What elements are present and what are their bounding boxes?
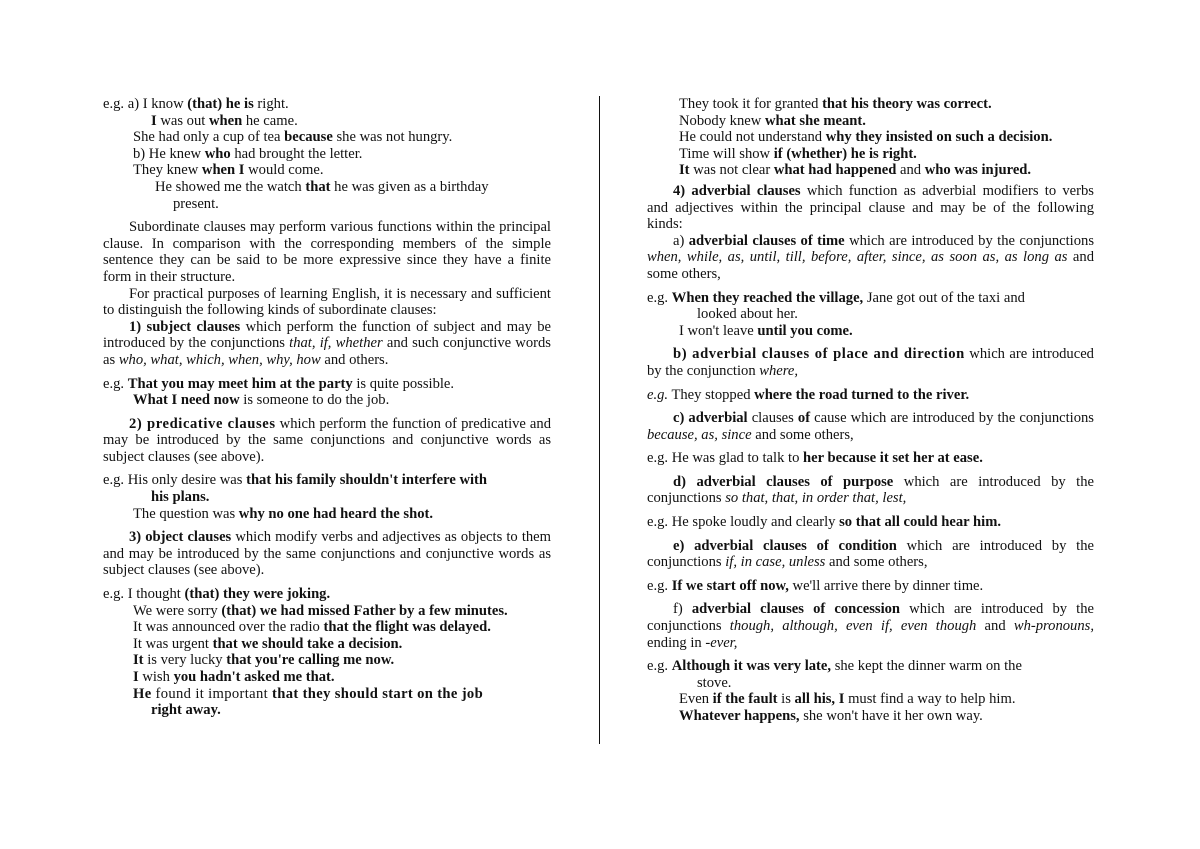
text-run: He <box>133 685 152 702</box>
text-run: It <box>679 162 690 179</box>
text-run: Even <box>679 691 713 708</box>
text-run: f) <box>673 601 692 618</box>
text-run: his plans. <box>151 489 210 506</box>
text-run: ending in <box>647 634 706 651</box>
text-run: which are introduced by the conjunctions <box>647 473 1094 507</box>
text-run: e.g. a) I know <box>103 96 188 112</box>
text-run: that his family shouldn't interfere with <box>246 472 488 489</box>
text-run: e.g. <box>647 577 672 594</box>
text-line <box>647 708 1094 725</box>
example-block-10 <box>647 658 1094 724</box>
purpose-clauses-definition <box>647 474 1094 507</box>
text-line <box>103 162 551 179</box>
text-run: and such conjunctive words as <box>103 335 551 368</box>
text-run: why no one had heard the shot. <box>238 505 434 522</box>
text-line <box>647 113 1094 130</box>
text-run: e.g. <box>647 289 672 306</box>
text-line <box>103 129 551 146</box>
text-line <box>103 652 551 669</box>
text-run: She had only a cup of tea <box>133 129 285 146</box>
column-divider <box>599 96 600 744</box>
text-run: c) adverbial <box>673 410 748 427</box>
text-line <box>647 658 1094 675</box>
text-run: because <box>284 129 333 146</box>
spacer <box>647 571 1094 578</box>
left-column <box>103 96 551 719</box>
text-run: d) adverbial clauses of purpose <box>673 473 894 490</box>
text-line <box>103 669 551 686</box>
text-run: she kept the dinner warm on the <box>831 658 1022 675</box>
text-run: he came. <box>242 112 298 129</box>
cause-clauses-definition <box>647 410 1094 443</box>
time-clauses-definition <box>647 233 1094 283</box>
text-run: that the flight was delayed. <box>323 619 491 636</box>
text-line <box>647 162 1094 179</box>
text-run: until you come. <box>757 322 853 339</box>
subject-clauses-definition <box>103 319 551 369</box>
spacer <box>103 465 551 472</box>
text-run: who <box>204 145 231 162</box>
text-run: e.g. He was glad to talk to <box>647 450 804 467</box>
text-run: would come. <box>244 162 324 179</box>
text-run: who, what, which, when, why, how <box>118 351 321 368</box>
example-block-2 <box>103 376 551 409</box>
text-run: Time will show <box>679 145 774 162</box>
text-run: is someone to do the job. <box>239 392 390 409</box>
example-block-8 <box>647 514 1094 531</box>
concession-clauses-definition <box>647 601 1094 651</box>
spacer <box>647 283 1094 290</box>
text-run: wish <box>138 669 174 685</box>
text-line <box>647 306 1094 323</box>
text-run: what had happened <box>773 162 897 179</box>
text-run: When they reached the village, <box>671 289 864 306</box>
text-run: that <box>305 178 331 195</box>
text-run: e.g. <box>647 658 672 675</box>
text-line <box>103 489 551 506</box>
text-run: was out <box>156 112 209 129</box>
text-run: which are introduced by the conjunction <box>647 346 1094 379</box>
text-run: which are introduced by the conjunctions <box>844 232 1094 249</box>
text-line <box>103 619 551 636</box>
text-run: is very lucky <box>143 652 227 669</box>
text-run: That you may meet him at the party <box>127 375 353 392</box>
spacer <box>647 531 1094 538</box>
text-run: It was urgent <box>133 635 213 652</box>
text-run: e.g. His only desire was <box>103 472 247 489</box>
text-run: where, <box>759 362 799 379</box>
text-run: They knew <box>133 162 202 179</box>
text-run: e.g. <box>647 386 669 403</box>
text-run: 3) object clauses <box>129 529 232 546</box>
text-run: -ever, <box>705 634 738 651</box>
text-line <box>103 376 551 393</box>
text-run: her because it set her at ease. <box>803 450 983 467</box>
adverbial-clauses-definition <box>647 183 1094 233</box>
spacer <box>647 339 1094 346</box>
text-run: It <box>133 652 144 669</box>
text-run: e.g. <box>103 375 128 392</box>
text-run: I <box>133 669 139 685</box>
text-run: though, although, even if, even though <box>729 618 977 635</box>
text-run: she was not hungry. <box>332 129 453 146</box>
text-run: is quite possible. <box>352 375 455 392</box>
text-run: b) adverbial clauses of place and direction <box>673 346 965 363</box>
text-run: 4) adverbial clauses <box>673 182 801 199</box>
paragraph-practical-purposes: For practical purposes of learning English, it is necessary and sufficient to distinguish the following kinds of subordinate clauses: <box>103 285 551 319</box>
example-block-5 <box>647 290 1094 340</box>
example-block-3 <box>103 472 551 522</box>
example-block-7 <box>647 450 1094 467</box>
text-line <box>103 636 551 653</box>
spacer <box>647 594 1094 601</box>
text-line <box>103 392 551 409</box>
text-run: why they insisted on such a decision. <box>825 129 1053 146</box>
text-line <box>103 686 551 703</box>
spacer <box>647 380 1094 387</box>
text-line <box>647 146 1094 163</box>
text-run: that they should start on the job <box>272 685 484 702</box>
spacer <box>647 651 1094 658</box>
text-line <box>647 290 1094 307</box>
text-line <box>103 179 551 196</box>
text-run: was not clear <box>689 162 774 179</box>
text-run: They took it for granted <box>679 96 823 112</box>
text-run: if the fault <box>712 691 778 708</box>
text-run: is <box>777 691 795 708</box>
spacer <box>103 522 551 529</box>
text-run: cause which are introduced by the conjunctions <box>810 410 1094 427</box>
text-run: adverbial clauses of time <box>688 232 845 249</box>
text-run: where the road turned to the river. <box>754 386 970 403</box>
text-run: who was injured. <box>924 162 1032 179</box>
text-run: (that) he is <box>187 96 254 112</box>
text-run: if, in case, unless <box>725 554 826 571</box>
text-run: she won't have it her own way. <box>799 708 983 724</box>
example-block-top <box>647 96 1094 179</box>
text-run: which are introduced by the conjunctions <box>647 601 1094 635</box>
text-line <box>103 702 551 719</box>
text-run: what she meant. <box>764 112 866 129</box>
spacer <box>103 409 551 416</box>
text-line <box>103 146 551 163</box>
text-run: looked about her. <box>697 306 798 323</box>
text-run: which perform the function of subject and may be introduced by the conjunctions <box>103 318 551 352</box>
text-run: had brought the letter. <box>230 145 363 162</box>
spacer <box>647 467 1094 474</box>
text-run: wh-pronouns, <box>1013 618 1094 635</box>
text-run: because, as, since <box>647 426 752 443</box>
text-run: e.g. He spoke loudly and clearly <box>647 514 840 531</box>
spacer <box>647 507 1094 514</box>
text-line <box>103 603 551 620</box>
text-run: that, if, whether <box>289 335 383 352</box>
text-run: Although it was very late, <box>671 658 832 675</box>
text-line <box>103 196 551 213</box>
spacer <box>103 369 551 376</box>
text-run: present. <box>173 195 219 212</box>
example-block-6 <box>647 387 1094 404</box>
predicative-clauses-definition <box>103 416 551 466</box>
text-run: Jane got out of the taxi and <box>863 289 1025 306</box>
text-run: and others. <box>320 351 389 368</box>
text-run: found it important <box>151 685 273 702</box>
spacer <box>103 579 551 586</box>
text-run: e) adverbial clauses of condition <box>673 537 897 554</box>
text-line <box>647 323 1094 340</box>
spacer <box>103 212 551 219</box>
text-run: We were sorry <box>133 602 222 619</box>
example-block-9 <box>647 578 1094 595</box>
example-block-1 <box>103 96 551 212</box>
text-line <box>647 675 1094 692</box>
text-run: right. <box>253 96 289 112</box>
text-run: right away. <box>151 702 221 719</box>
text-run: so that all could hear him. <box>839 514 1001 531</box>
text-run: which function as adverbial modifiers to verbs and adjectives within the principal clause and may be of the following kinds: <box>647 182 1094 233</box>
text-line <box>647 96 1094 113</box>
text-run: 2) predicative clauses <box>129 415 276 432</box>
text-run: must find a way to help him. <box>844 691 1016 708</box>
text-line <box>103 506 551 523</box>
text-line <box>103 113 551 130</box>
condition-clauses-definition <box>647 538 1094 571</box>
text-line <box>103 586 551 603</box>
text-run: It was announced over the radio <box>133 619 324 636</box>
text-run: of <box>797 410 811 427</box>
text-run: which perform the function of predicative and may be introduced by the same conjunctions and conjunctive words as subject clauses (see above). <box>103 415 551 465</box>
text-run: If we start off now, <box>671 577 789 594</box>
text-line <box>103 472 551 489</box>
text-run: he was given as a birthday <box>330 178 489 195</box>
text-run: and some others, <box>825 554 928 571</box>
text-run: when I <box>201 162 245 179</box>
text-run: when <box>208 112 243 129</box>
text-run: e.g. I thought <box>103 586 185 603</box>
text-run: which are introduced by the conjunctions <box>647 537 1094 571</box>
text-run: all his, I <box>794 691 845 708</box>
text-run: if (whether) he is right. <box>773 145 917 162</box>
text-run: and <box>896 162 925 179</box>
text-run: I <box>151 112 157 129</box>
spacer <box>647 403 1094 410</box>
text-run: we'll arrive there by dinner time. <box>788 577 984 594</box>
text-run: I won't leave <box>679 322 758 339</box>
text-run: a) <box>673 232 689 249</box>
object-clauses-definition <box>103 529 551 579</box>
text-run: b) He knew <box>133 145 205 162</box>
text-line <box>647 691 1094 708</box>
spacer <box>647 443 1094 450</box>
text-run: you hadn't asked me that. <box>173 669 335 685</box>
text-run: Whatever happens, <box>679 708 800 724</box>
text-run: that we should take a decision. <box>212 635 403 652</box>
text-run: when, while, as, until, till, before, after, since, as soon as, as long as <box>647 249 1068 266</box>
text-run: He could not understand <box>679 129 826 146</box>
text-run: and <box>976 618 1014 635</box>
text-run: (that) they were joking. <box>184 586 331 603</box>
text-run: clauses <box>747 410 798 427</box>
text-run: stove. <box>697 674 732 691</box>
text-run: and some others, <box>751 426 854 443</box>
text-run: and some others, <box>647 249 1094 282</box>
text-run: adverbial clauses of concession <box>691 601 901 618</box>
paragraph-subordinate-clauses: Subordinate clauses may perform various functions within the principal clause. In comparison with the corresponding members of the simple sentence they can be said to be more expressive since they have a finite form in their structure. <box>103 219 551 285</box>
text-run: that you're calling me now. <box>226 652 395 669</box>
text-run: 1) subject clauses <box>129 318 241 335</box>
example-block-4 <box>103 586 551 719</box>
right-column <box>647 96 1094 725</box>
text-line <box>647 129 1094 146</box>
text-line <box>103 96 551 113</box>
text-run: What I need now <box>133 392 240 409</box>
text-run: The question was <box>133 505 239 522</box>
text-run: They stopped <box>668 386 755 403</box>
text-run: that his theory was correct. <box>822 96 992 112</box>
text-run: Nobody knew <box>679 112 765 129</box>
place-clauses-definition <box>647 346 1094 379</box>
text-run: which modify verbs and adjectives as objects to them and may be introduced by the same conjunctions and conjunctive words as subject clauses (see above). <box>103 529 551 579</box>
text-run: so that, that, in order that, lest, <box>725 490 907 507</box>
text-run: (that) we had missed Father by a few minutes. <box>221 602 508 619</box>
text-run: He showed me the watch <box>155 178 306 195</box>
